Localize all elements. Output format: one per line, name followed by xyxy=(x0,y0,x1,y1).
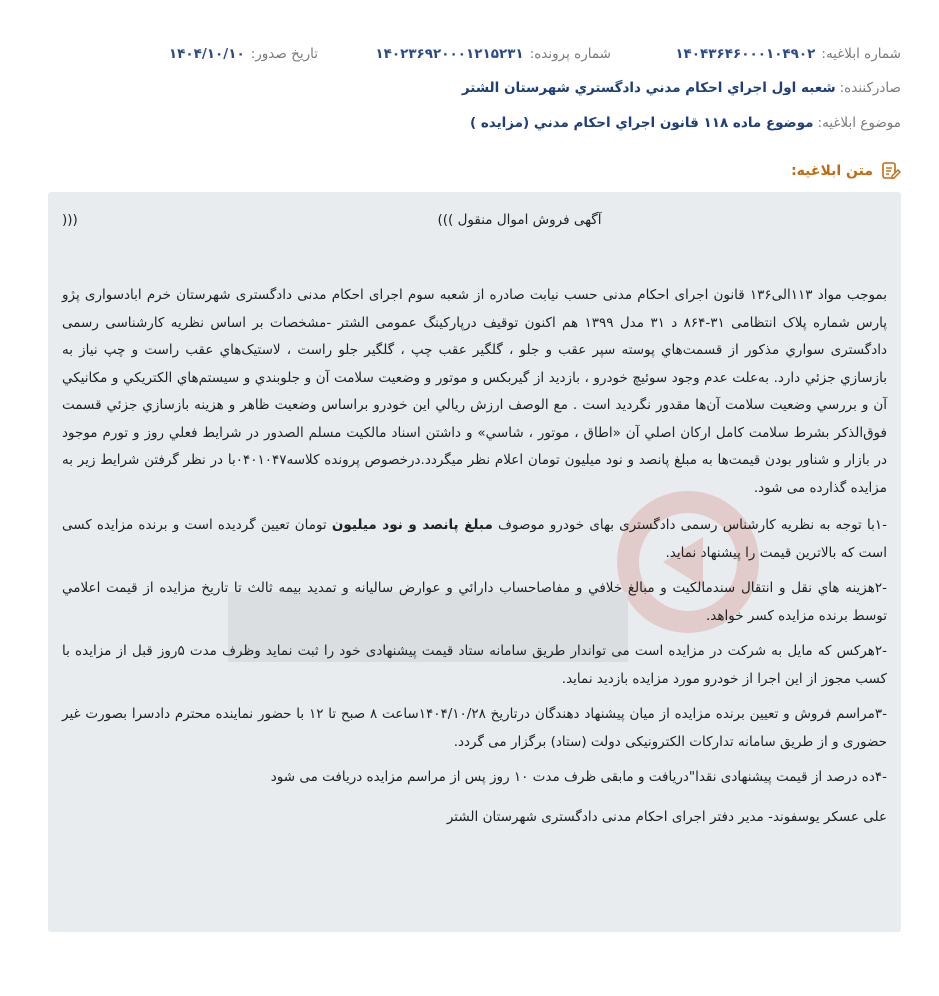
heading-mark: ))) xyxy=(62,212,78,228)
condition-5: -۴ده درصد از قیمت پیشنهادی نقدا"دریافت و مابقی ظرف مدت ۱۰ روز پس از مراسم مزایده دریافت می شود xyxy=(270,769,887,785)
body-title-text: متن ابلاغیه: xyxy=(791,163,873,179)
issue-date-label: تاریخ صدور: xyxy=(250,46,318,62)
case-number xyxy=(375,46,611,62)
subject-line xyxy=(470,115,901,131)
condition-1-bold: مبلغ پانصد و نود میلیون xyxy=(331,517,493,533)
condition-4: -۳مراسم فروش و تعیین برنده مزایده از میان پیشنهاد دهندگان درتاریخ ۱۴۰۴/۱۰/۲۸ساعت ۸ صبح تا ۱۲ با حضور نماینده محترم دادسرا بصورت غیر حضوری و از طریق سامانه تدارکات الکترونیکی دولت (ستاد) برگزار می گردد. xyxy=(62,706,887,750)
issue-date-value: ۱۴۰۴/۱۰/۱۰ xyxy=(168,46,245,62)
notice-heading xyxy=(62,208,887,232)
notice-number-value: ۱۴۰۴۳۶۴۶۰۰۰۱۰۴۹۰۲ xyxy=(675,46,816,62)
notice-heading-text: آگهی فروش اموال منقول ))) xyxy=(437,212,602,228)
case-number-value: ۱۴۰۲۳۶۹۲۰۰۰۱۲۱۵۲۳۱ xyxy=(375,46,524,62)
condition-2: -۲هزينه هاي نقل و انتقال سندمالكيت و مبالغ خلافي و مفاصاحساب دارائي و عوارض ساليانه و تمديد بيمه ثالث تا تاريخ مزايده از قيمت اعلامي توسط برنده مزايده كسر خواهد. xyxy=(62,580,887,624)
condition-1-part-a: -۱با توجه به نظریه کارشناس رسمی دادگستری بهای خودرو موصوف xyxy=(492,517,887,533)
main-paragraph: بموجب مواد ۱۱۳الی۱۳۶ قانون اجرای احکام مدنی حسب نیابت صادره از شعبه سوم اجرای احکام مدنی دادگستری شهرستان خرم ابادسواری پژو پارس شماره پلاک انتظامی ۳۱-۸۶۴ د ۳۱ مدل ۱۳۹۹ هم اکنون توقیف درپارکینگ عمومی الشتر -مشخصات بر اساس نظریه کارشناسی رسمی دادگستری سواري مذكور از قسمت‌هاي پوسته سپر عقب و جلو ، گلگیر عقب چپ ، گلگیر جلو راست ، لاستیک‌هاي عقب راست و چپ نیاز به بازسازي جزئي دارد. به‌علت عدم وجود سوئیچ خودرو ، بازدید از گیربکس و موتور و وضعیت سلامت آن و جلوبندي و سیستم‌هاي الكتريكي و مكانيكي آن و بررسي وضعیت سلامت آن‌ها مقدور نگرديد است . مع الوصف ارزش ريالي اين خودرو براساس وضعيت ظاهر و هزينه بازسازي جزئي قسمت فوق‌الذكر بشرط سلامت كامل اركان اصلي آن «اطاق ، موتور ، شاسي» و داشتن اسناد مالكيت مسلم الصدور در شرايط فعلي روز و تورم موجود در بازار و شناور بودن قیمت‌ها به مبلغ پانصد و نود میلیون تومان اعلام نظر میگردد.درخصوص پرونده کلاسه۰۴۰۱۰۴۷با در نظر گرفتن شرایط زیر به مزایده گذارده می شود. xyxy=(62,287,887,496)
condition-1-part-b: تومان تعیین گردیده است و برنده مزایده کسی است که بالاترین قیمت را پیشنهاد نماید. xyxy=(62,517,887,561)
body-title xyxy=(791,161,901,181)
case-number-label: شماره پرونده: xyxy=(529,46,611,62)
subject-label: موضوع ابلاغیه: xyxy=(817,115,901,131)
sender-value: شعبه اول اجراي احكام مدني دادگستري شهرستان الشتر xyxy=(461,80,836,96)
meta-row xyxy=(38,46,901,68)
condition-3: -۲هرکس که مایل به شرکت در مزایده است می تواندار طریق سامانه ستاد قیمت پیشنهادی خود را ثبت نماید وظرف مدت ۵روز قبل از مزایده با کسب مجوز از این اجرا از خودرو مورد مزایده بازدید نماید. xyxy=(62,643,887,687)
sender-label: صادرکننده: xyxy=(839,80,901,96)
sender-line xyxy=(462,80,901,96)
condition-1 xyxy=(62,512,887,567)
subject-value: موضوع ماده ۱۱۸ قانون اجراي احكام مدني (مزایده ) xyxy=(469,115,814,131)
issue-date xyxy=(169,46,318,62)
notice-number xyxy=(675,46,901,62)
document-edit-icon xyxy=(881,161,901,181)
notice-number-label: شماره ابلاغیه: xyxy=(821,46,901,62)
notice-body-box xyxy=(48,192,901,932)
signature-line: علی عسکر یوسفوند- مدیر دفتر اجرای احکام مدنی دادگستری شهرستان الشتر xyxy=(446,808,887,825)
